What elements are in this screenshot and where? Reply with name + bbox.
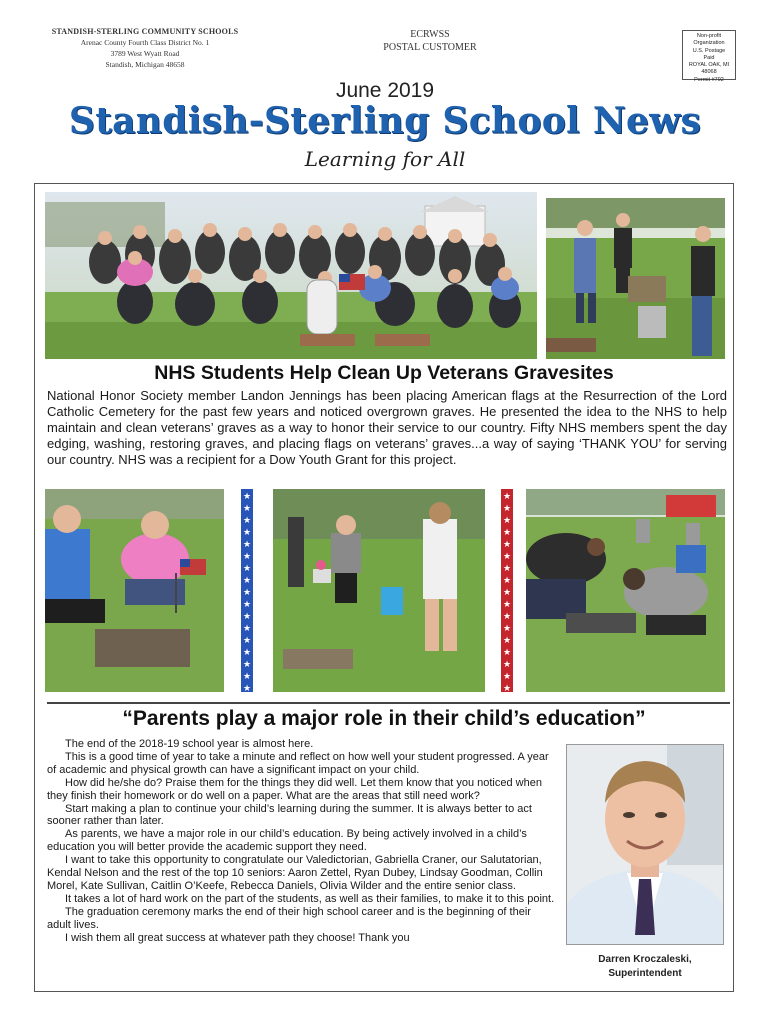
svg-text:★: ★ xyxy=(502,612,512,622)
permit-line: ROYAL OAK, MI xyxy=(688,62,730,69)
permit-line: Permit #792 xyxy=(694,76,724,83)
svg-text:★: ★ xyxy=(502,636,512,646)
svg-text:★: ★ xyxy=(242,672,252,682)
svg-text:★: ★ xyxy=(502,576,512,586)
star-border-left xyxy=(241,489,253,692)
svg-text:★: ★ xyxy=(502,552,512,562)
svg-text:★: ★ xyxy=(242,660,252,670)
svg-text:★: ★ xyxy=(242,516,252,526)
letter-paragraph: The graduation ceremony marks the end of their high school career and is the beginning of their adult lives. xyxy=(47,905,531,931)
star-border-right xyxy=(501,489,513,692)
letter-paragraph: The end of the 2018-19 school year is almost here. xyxy=(65,738,314,750)
cemetery-cleanup-photo-2 xyxy=(45,489,224,692)
svg-text:★: ★ xyxy=(502,492,512,502)
issue-date: June 2019 xyxy=(335,79,435,102)
letter-paragraph: This is a good time of year to take a minute and reflect on how well your student progressed. A year of academic and physical growth can have a significant impact on your child. xyxy=(47,750,549,776)
superintendent-portrait xyxy=(566,744,724,945)
letter-paragraph: How did he/she do? Praise them for the things they did well. Let them know that you noticed when they finish their homework or do well on a paper. What are the areas that still need work? xyxy=(47,776,542,802)
permit-line: 48068 xyxy=(701,69,717,76)
letter-paragraph: Start making a plan to continue your child’s learning during the summer. It is always better to act sooner rather than later. xyxy=(47,802,532,828)
svg-text:★: ★ xyxy=(502,660,512,670)
section-divider xyxy=(47,702,730,704)
svg-text:★: ★ xyxy=(242,600,252,610)
svg-text:★: ★ xyxy=(502,516,512,526)
newsletter-tagline: Learning for All xyxy=(304,147,466,171)
svg-text:★: ★ xyxy=(502,624,512,634)
portrait-caption xyxy=(566,953,724,981)
sender-district: Arenac County Fourth Class District No. 1 xyxy=(80,38,210,47)
letter-headline: “Parents play a major role in their child’s education” xyxy=(122,707,646,730)
nhs-article-body: National Honor Society member Landon Jennings has been placing American flags at the Resurrection of the Lord Catholic Cemetery for the past few years and noticed overgrown graves. He presented the idea to the NHS to help maintain and clean veterans’ graves as a way to honor their service to our country. Fifty NHS members spent the day edging, washing, restoring graves, and placing flags on veterans’ graves...a way of saying ‘THANK YOU’ for serving our country. NHS was a recipient for a Dow Youth Grant for this project. xyxy=(47,388,727,467)
permit-line: Organization xyxy=(693,40,725,47)
nhs-headline: NHS Students Help Clean Up Veterans Gravesites xyxy=(154,362,614,384)
permit-line: U.S. Postage xyxy=(692,47,726,54)
svg-text:★: ★ xyxy=(502,504,512,514)
cemetery-cleanup-photo-4 xyxy=(526,489,725,692)
svg-text:★: ★ xyxy=(502,588,512,598)
svg-text:★: ★ xyxy=(242,492,252,502)
permit-line: Paid xyxy=(703,54,715,61)
svg-text:★: ★ xyxy=(242,588,252,598)
svg-text:★: ★ xyxy=(502,684,512,692)
svg-text:★: ★ xyxy=(242,636,252,646)
ecrwss-label: ECRWSS xyxy=(410,29,450,40)
svg-text:★: ★ xyxy=(502,564,512,574)
caption-name: Darren Kroczaleski, xyxy=(598,954,692,965)
svg-text:★: ★ xyxy=(242,552,252,562)
postal-block xyxy=(355,28,505,54)
postage-permit-box xyxy=(682,30,736,83)
svg-text:★: ★ xyxy=(242,648,252,658)
postal-customer-label: POSTAL CUSTOMER xyxy=(383,42,477,53)
letter-paragraph: As parents, we have a major role in our child’s education. By being actively involved in a child’s education you will better provide the academic support they need. xyxy=(47,828,527,854)
svg-text:★: ★ xyxy=(242,612,252,622)
sender-org: STANDISH-STERLING COMMUNITY SCHOOLS xyxy=(51,27,239,36)
svg-text:★: ★ xyxy=(502,600,512,610)
svg-text:★: ★ xyxy=(502,540,512,550)
nhs-group-photo xyxy=(45,192,537,359)
letter-paragraph: It takes a lot of hard work on the part of the students, as well as their families, to make it to this point. xyxy=(65,892,555,905)
svg-text:★: ★ xyxy=(242,540,252,550)
caption-title: Superintendent xyxy=(608,968,682,979)
svg-text:★: ★ xyxy=(502,648,512,658)
sender-street: 3789 West Wyatt Road xyxy=(110,49,180,58)
svg-text:★: ★ xyxy=(242,624,252,634)
letter-paragraph: I want to take this opportunity to congratulate our Valedictorian, Gabriella Craner, our Salutatorian, Kendal Nelson and the rest of the top 10 seniors: Aaron Zettel, Ryan Dubey, Lindsay Goodman, Collin Morel, Kate Sullivan, Caitlin O’Keefe, Rebecca Daniels, Olivia Wilder and the entire senior class. xyxy=(47,854,543,892)
svg-text:★: ★ xyxy=(242,528,252,538)
letter-paragraph: I wish them all great success at whatever path they choose! Thank you xyxy=(65,931,410,944)
svg-text:★: ★ xyxy=(502,528,512,538)
svg-text:★: ★ xyxy=(502,672,512,682)
sender-city: Standish, Michigan 48658 xyxy=(105,60,185,69)
cemetery-cleanup-photo-1 xyxy=(546,198,725,359)
permit-line: Non-profit xyxy=(696,33,722,39)
cemetery-cleanup-photo-3 xyxy=(273,489,485,692)
svg-text:★: ★ xyxy=(242,576,252,586)
superintendent-letter xyxy=(47,738,557,945)
sender-address xyxy=(20,26,270,70)
newsletter-title: Standish-Sterling School News xyxy=(68,100,702,142)
svg-text:★: ★ xyxy=(242,564,252,574)
svg-text:★: ★ xyxy=(242,504,252,514)
svg-text:★: ★ xyxy=(242,684,252,692)
